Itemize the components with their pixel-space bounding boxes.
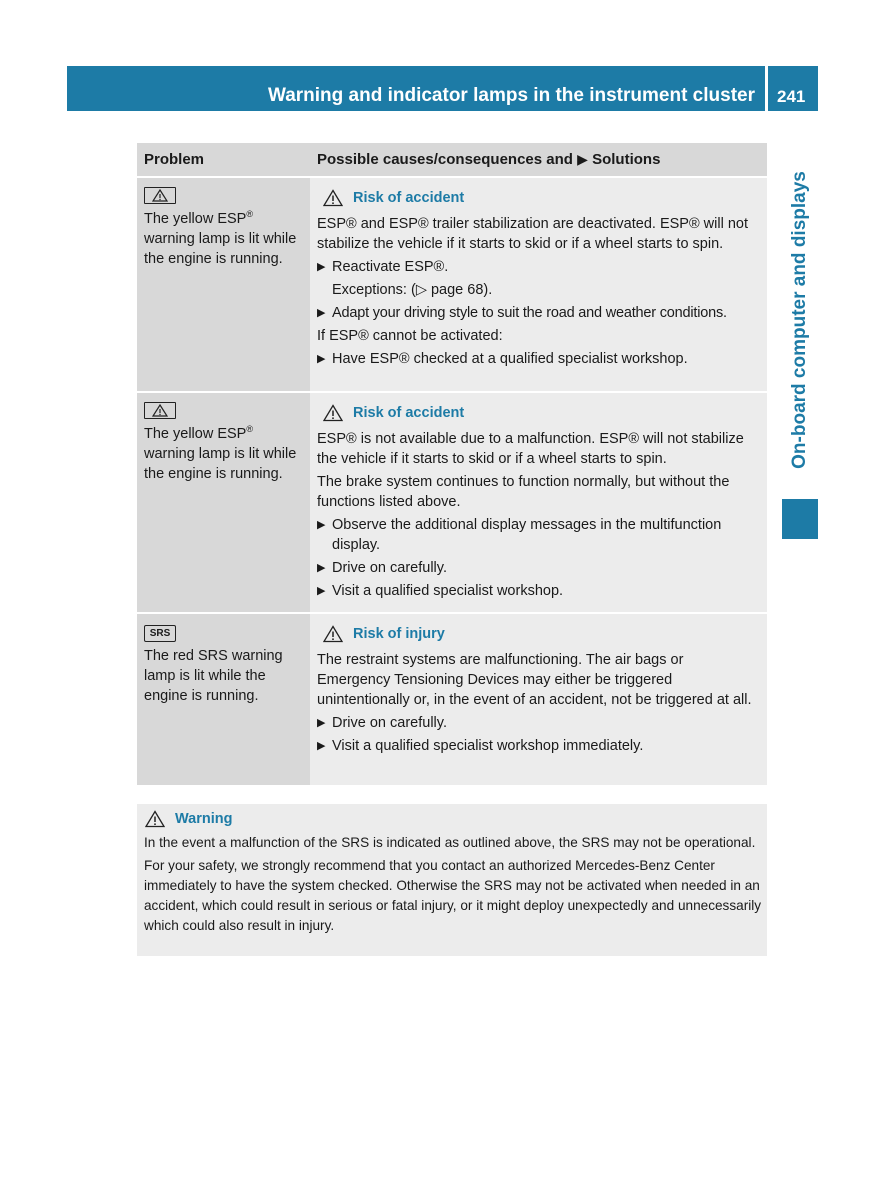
warning-paragraph: For your safety, we strongly recommend that you contact an authorized Mercedes-Benz Center immediately to have the system checked. Otherwise the SRS may not be activated when needed in an accident, which could result in serious or fatal injury, or it might deploy unexpectedly and unnecessarily which could also result in injury. xyxy=(144,858,762,933)
cause-text: ESP® is not available due to a malfunction. ESP® will not stabilize the vehicle if it starts to skid or if a wheel starts to spin. xyxy=(317,431,744,467)
side-tab-marker xyxy=(782,499,818,539)
warning-box xyxy=(137,804,767,956)
table-row xyxy=(137,392,767,613)
step-note: Exceptions: (▷ page 68). xyxy=(332,282,493,298)
header-bar xyxy=(67,66,765,111)
step-item: ▶ Visit a qualified specialist workshop. xyxy=(317,583,564,599)
risk-heading: Risk of accident xyxy=(323,403,760,423)
warning-heading: Warning xyxy=(145,810,232,828)
table-row xyxy=(137,177,767,392)
step-item: ▶ Observe the additional display messages in the multifunction display. xyxy=(317,517,722,553)
page-number-box xyxy=(768,66,818,111)
lamp-table xyxy=(137,143,767,785)
col-header-solutions: Possible causes/consequences and ▶ Solutions xyxy=(310,143,767,177)
step-arrow-icon: ▶ xyxy=(317,261,326,273)
side-tab xyxy=(782,150,818,490)
warning-paragraph: In the event a malfunction of the SRS is indicated as outlined above, the SRS may not be operational. xyxy=(144,835,756,850)
step-arrow-icon: ▶ xyxy=(317,353,326,365)
risk-heading: Risk of injury xyxy=(323,624,760,644)
step-item: ▶ Reactivate ESP®. xyxy=(317,259,449,275)
cause-text: ESP® and ESP® trailer stabilization are deactivated. ESP® will not stabilize the vehicle if it starts to skid or if a wheel starts to spin. xyxy=(317,216,749,252)
problem-cell xyxy=(137,392,310,613)
col-header-problem: Problem xyxy=(137,143,310,177)
problem-cell xyxy=(137,177,310,392)
step-item: ▶ Have ESP® checked at a qualified specialist workshop. xyxy=(317,351,688,367)
warning-text xyxy=(144,833,762,939)
esp-warning-lamp-icon xyxy=(144,187,176,204)
cause-text: If ESP® cannot be activated: xyxy=(317,328,503,344)
cause-text: The restraint systems are malfunctioning. The air bags or Emergency Tensioning Devices may either be triggered unintentionally or, in the event of an accident, not be triggered at all. xyxy=(317,652,752,708)
page-title: Warning and indicator lamps in the instrument cluster xyxy=(267,85,755,106)
table-row xyxy=(137,613,767,785)
step-arrow-icon: ▶ xyxy=(317,585,326,597)
warning-triangle-icon xyxy=(323,625,343,643)
problem-text: The red SRS warning lamp is lit while the engine is running. xyxy=(144,648,283,704)
step-item: ▶ Adapt your driving style to suit the road and weather conditions. xyxy=(317,305,727,321)
table-header-row xyxy=(137,143,767,177)
warning-triangle-icon xyxy=(145,810,165,828)
page-number: 241 xyxy=(777,87,806,106)
cause-text: The brake system continues to function normally, but without the functions listed above. xyxy=(317,474,730,510)
step-item: ▶ Visit a qualified specialist workshop immediately. xyxy=(317,738,644,754)
warning-triangle-icon xyxy=(323,404,343,422)
problem-cell xyxy=(137,613,310,785)
solution-cell xyxy=(310,613,767,785)
srs-warning-lamp-icon: SRS xyxy=(144,625,176,642)
risk-heading: Risk of accident xyxy=(323,188,760,208)
solution-cell xyxy=(310,177,767,392)
problem-text: The yellow ESP® warning lamp is lit while the engine is running. xyxy=(144,209,297,267)
side-tab-label: On-board computer and displays xyxy=(789,171,810,469)
solution-cell xyxy=(310,392,767,613)
step-arrow-icon: ▶ xyxy=(317,307,326,319)
step-arrow-icon: ▶ xyxy=(317,717,326,729)
step-item: ▶ Drive on carefully. xyxy=(317,715,447,731)
step-item: ▶ Drive on carefully. xyxy=(317,560,447,576)
step-arrow-icon: ▶ xyxy=(317,740,326,752)
problem-text: The yellow ESP® warning lamp is lit while the engine is running. xyxy=(144,424,297,482)
warning-triangle-icon xyxy=(323,189,343,207)
step-arrow-icon: ▶ xyxy=(317,562,326,574)
arrow-icon: ▶ xyxy=(577,151,588,167)
esp-warning-lamp-icon xyxy=(144,402,176,419)
step-arrow-icon: ▶ xyxy=(317,519,326,531)
